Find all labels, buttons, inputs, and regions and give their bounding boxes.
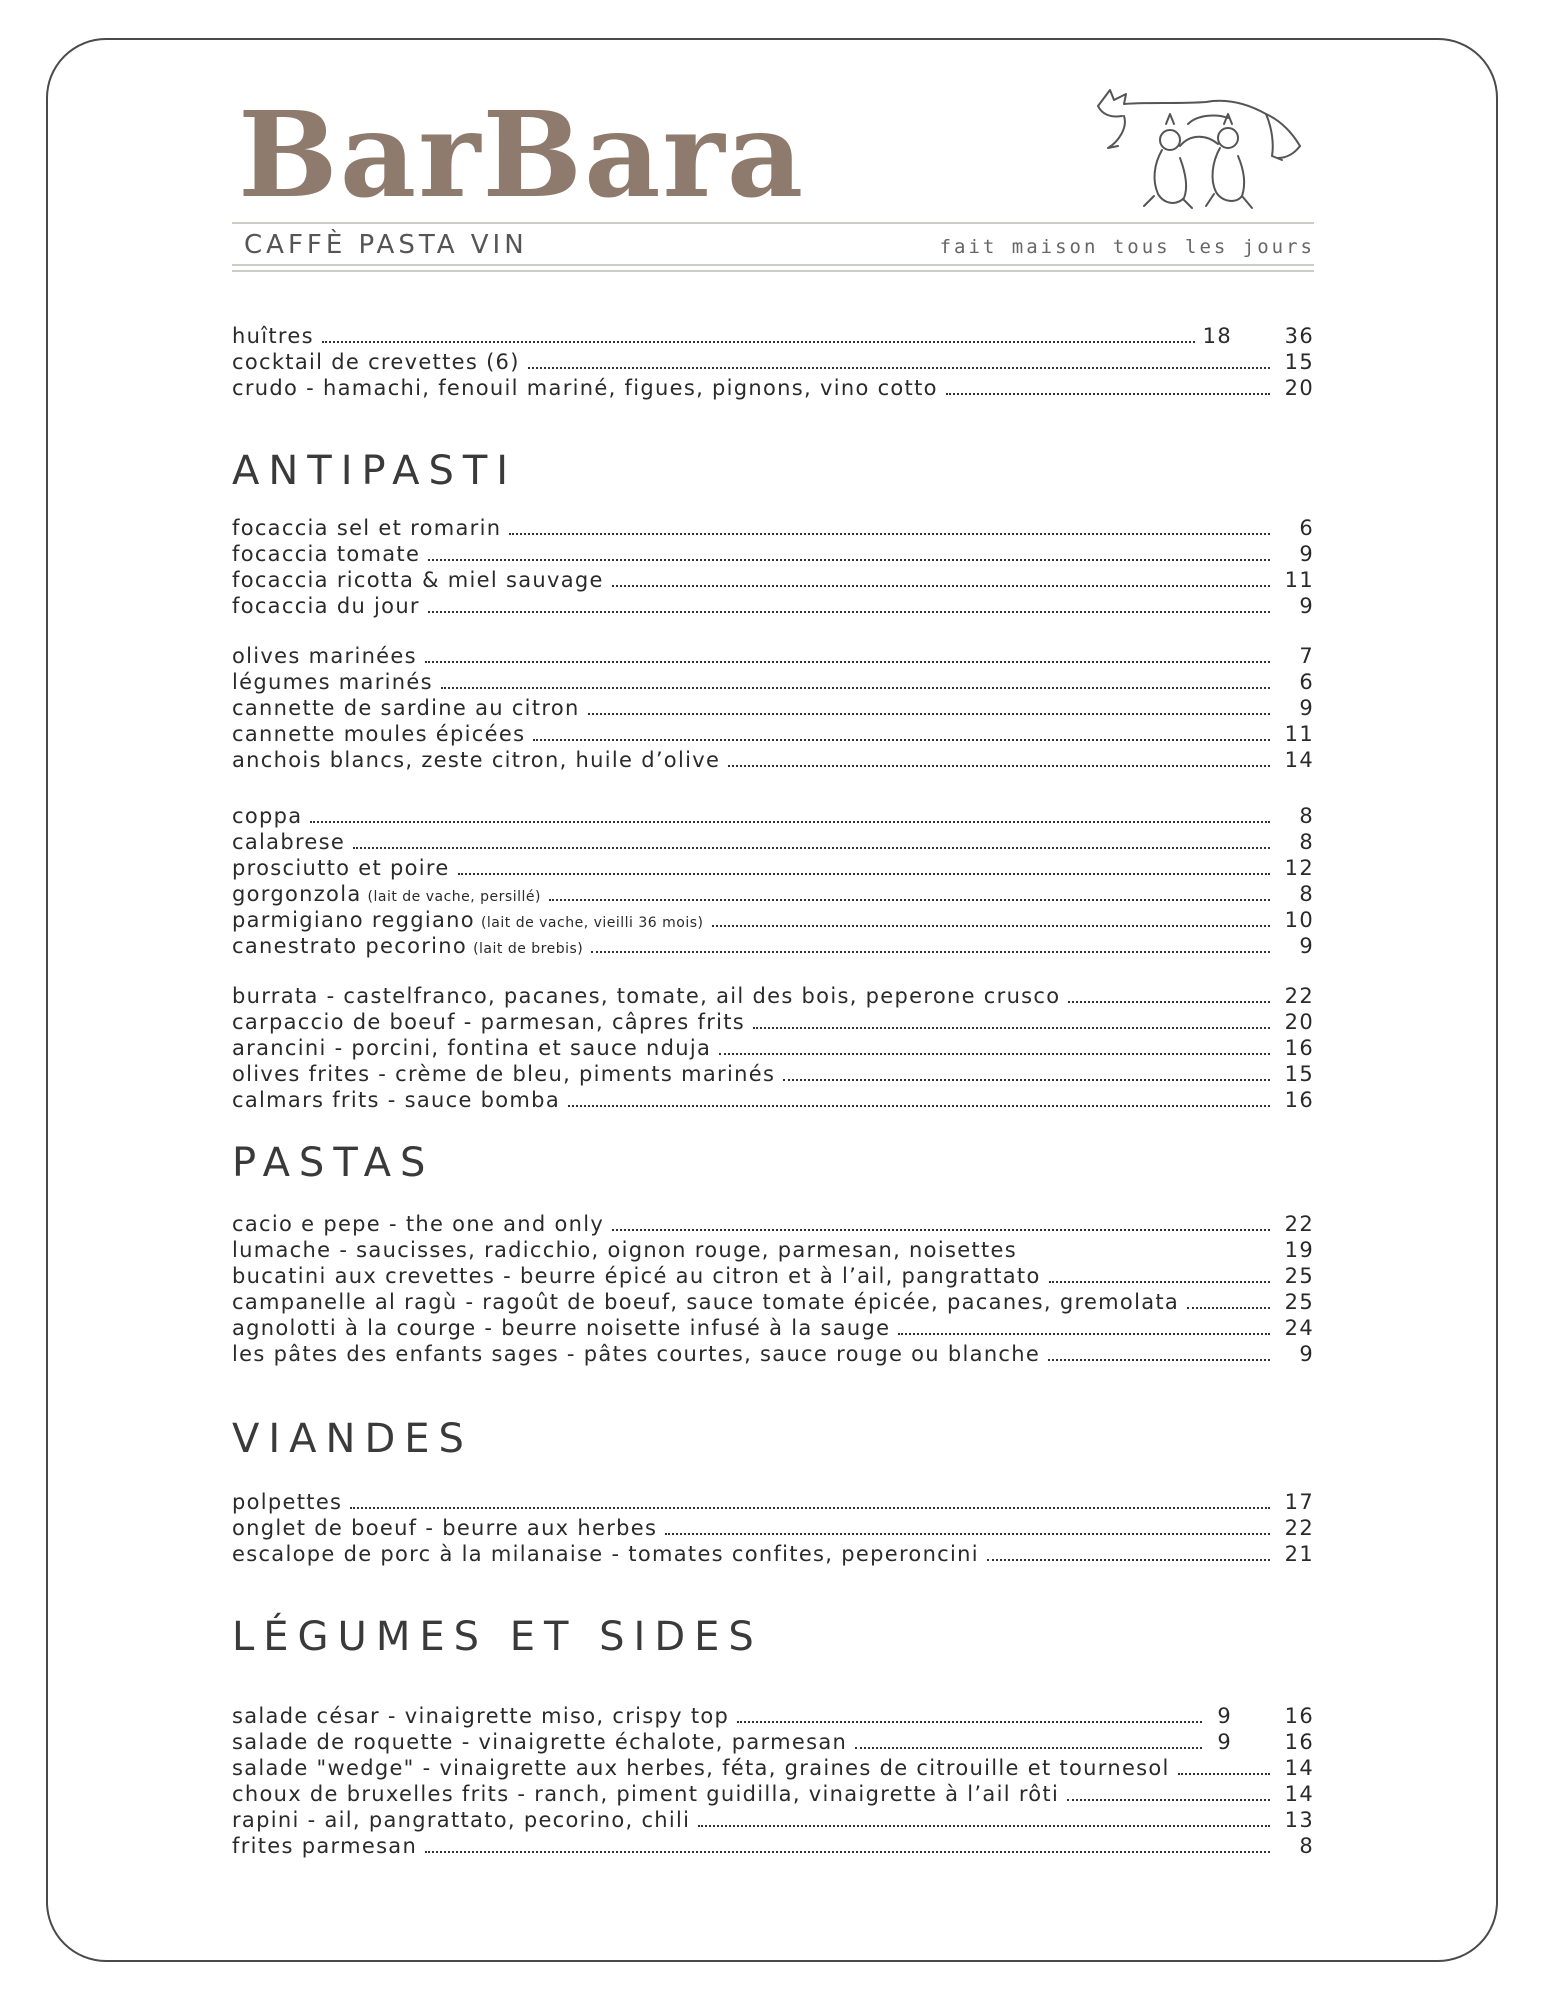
item-price: 7 — [1299, 644, 1314, 668]
item-price: 22 — [1284, 1212, 1314, 1236]
item-price: 9 — [1299, 542, 1314, 566]
dot-leader — [549, 899, 1270, 901]
item-price: 9 — [1299, 594, 1314, 618]
item-name: cannette de sardine au citron — [232, 696, 580, 720]
item-price: 8 — [1299, 804, 1314, 828]
menu-item — [232, 348, 1314, 374]
item-price: 10 — [1284, 908, 1314, 932]
dot-leader — [441, 687, 1270, 689]
item-name: focaccia sel et romarin — [232, 516, 502, 540]
menu-item — [232, 982, 1314, 1008]
menu-item — [232, 322, 1314, 348]
dot-leader — [612, 1229, 1270, 1231]
item-name: arancini - porcini, fontina et sauce nduja — [232, 1036, 712, 1060]
item-name: cacio e pepe - the one and only — [232, 1212, 605, 1236]
item-price: 16 — [1284, 1704, 1314, 1728]
item-price: 16 — [1284, 1730, 1314, 1754]
item-name: crudo - hamachi, fenouil mariné, figues, pignons, vino cotto — [232, 376, 938, 400]
dot-leader — [612, 585, 1270, 587]
dot-leader — [588, 713, 1270, 715]
brand-tagline: fait maison tous les jours — [939, 236, 1315, 258]
item-name: calmars frits - sauce bomba — [232, 1088, 560, 1112]
dot-leader — [428, 611, 1270, 613]
item-name: cannette moules épicées — [232, 722, 526, 746]
menu-item — [232, 1832, 1314, 1858]
menu-item — [232, 694, 1314, 720]
menu-item — [232, 828, 1314, 854]
menu-item — [232, 540, 1314, 566]
item-name: olives frites - crème de bleu, piments marinés — [232, 1062, 776, 1086]
menu-item — [232, 1702, 1314, 1728]
menu-item — [232, 802, 1314, 828]
dot-leader — [728, 765, 1270, 767]
item-name: coppa — [232, 804, 303, 828]
dot-leader — [322, 341, 1195, 343]
item-price: 8 — [1299, 882, 1314, 906]
item-name: salade césar - vinaigrette miso, crispy top — [232, 1704, 730, 1728]
menu-item — [232, 1514, 1314, 1540]
item-name: agnolotti à la courge - beurre noisette infusé à la sauge — [232, 1316, 891, 1340]
item-name: gorgonzola — [232, 882, 362, 906]
item-note: (lait de brebis) — [473, 941, 584, 957]
item-price: 8 — [1299, 830, 1314, 854]
item-price: 13 — [1284, 1808, 1314, 1832]
item-name: campanelle al ragù - ragoût de boeuf, sauce tomate épicée, pacanes, gremolata — [232, 1290, 1180, 1314]
item-price-small: 9 — [1217, 1704, 1232, 1728]
menu-item — [232, 1210, 1314, 1236]
item-price: 36 — [1284, 324, 1314, 348]
menu-item — [232, 1728, 1314, 1754]
dot-leader — [591, 951, 1270, 953]
menu-item — [232, 880, 1314, 906]
dot-leader — [425, 1851, 1270, 1853]
dot-leader — [665, 1533, 1270, 1535]
item-name: onglet de boeuf - beurre aux herbes — [232, 1516, 658, 1540]
dot-leader — [855, 1747, 1202, 1749]
item-price: 22 — [1284, 1516, 1314, 1540]
menu-item — [232, 906, 1314, 932]
dot-leader — [753, 1027, 1270, 1029]
item-name: focaccia tomate — [232, 542, 421, 566]
item-price: 9 — [1299, 696, 1314, 720]
item-name: calabrese — [232, 830, 346, 854]
item-price: 6 — [1299, 670, 1314, 694]
dot-leader — [509, 533, 1270, 535]
menu-item — [232, 374, 1314, 400]
item-price: 15 — [1284, 350, 1314, 374]
item-name: frites parmesan — [232, 1834, 418, 1858]
dot-leader — [898, 1333, 1270, 1335]
item-name: escalope de porc à la milanaise - tomates confites, peperoncini — [232, 1542, 979, 1566]
menu-item — [232, 1780, 1314, 1806]
menu-item — [232, 1086, 1314, 1112]
dot-leader — [987, 1559, 1270, 1561]
menu-item — [232, 1806, 1314, 1832]
item-name: rapini - ail, pangrattato, pecorino, chili — [232, 1808, 691, 1832]
item-price: 25 — [1284, 1290, 1314, 1314]
item-price: 6 — [1299, 516, 1314, 540]
item-price: 15 — [1284, 1062, 1314, 1086]
dot-leader — [946, 393, 1270, 395]
item-name: carpaccio de boeuf - parmesan, câpres frits — [232, 1010, 746, 1034]
item-price: 14 — [1284, 748, 1314, 772]
menu-item — [232, 1288, 1314, 1314]
dot-leader — [698, 1825, 1270, 1827]
item-price: 25 — [1284, 1264, 1314, 1288]
item-name: anchois blancs, zeste citron, huile d’olive — [232, 748, 721, 772]
menu-item — [232, 1540, 1314, 1566]
item-price: 17 — [1284, 1490, 1314, 1514]
dot-leader — [719, 1053, 1270, 1055]
item-name: cocktail de crevettes (6) — [232, 350, 520, 374]
item-price: 9 — [1299, 1342, 1314, 1366]
dot-leader — [712, 925, 1270, 927]
item-name: les pâtes des enfants sages - pâtes courtes, sauce rouge ou blanche — [232, 1342, 1041, 1366]
dot-leader — [737, 1721, 1202, 1723]
dot-leader — [425, 661, 1270, 663]
item-name: bucatini aux crevettes - beurre épicé au citron et à l’ail, pangrattato — [232, 1264, 1041, 1288]
header-rule-top — [232, 222, 1314, 224]
menu-item — [232, 668, 1314, 694]
menu-item — [232, 1340, 1314, 1366]
menu-item — [232, 854, 1314, 880]
menu-item — [232, 566, 1314, 592]
item-note: (lait de vache, vieilli 36 mois) — [480, 915, 704, 931]
item-price: 12 — [1284, 856, 1314, 880]
item-note: (lait de vache, persillé) — [367, 889, 541, 905]
header-rule-bottom-2 — [232, 270, 1314, 272]
menu-item — [232, 932, 1314, 958]
menu-item — [232, 1008, 1314, 1034]
item-price: 8 — [1299, 1834, 1314, 1858]
item-name: polpettes — [232, 1490, 343, 1514]
dot-leader — [1068, 1001, 1270, 1003]
item-price: 14 — [1284, 1756, 1314, 1780]
dot-leader — [428, 559, 1270, 561]
item-name: burrata - castelfranco, pacanes, tomate, ail des bois, peperone crusco — [232, 984, 1061, 1008]
item-price: 20 — [1284, 376, 1314, 400]
menu-item — [232, 592, 1314, 618]
section-title-antipasti: ANTIPASTI — [232, 448, 518, 494]
item-price: 19 — [1284, 1238, 1314, 1262]
menu-item — [232, 1262, 1314, 1288]
item-name: prosciutto et poire — [232, 856, 450, 880]
item-name: parmigiano reggiano — [232, 908, 475, 932]
item-price: 14 — [1284, 1782, 1314, 1806]
item-name: focaccia ricotta & miel sauvage — [232, 568, 604, 592]
section-title-viandes: VIANDES — [232, 1416, 473, 1462]
menu-item — [232, 1034, 1314, 1060]
dot-leader — [1067, 1799, 1270, 1801]
dot-leader — [310, 821, 1270, 823]
dot-leader — [353, 847, 1270, 849]
header-rule-bottom-1 — [232, 264, 1314, 266]
item-price: 11 — [1284, 722, 1314, 746]
dot-leader — [528, 367, 1270, 369]
dot-leader — [1187, 1307, 1270, 1309]
menu-item — [232, 720, 1314, 746]
item-price: 16 — [1284, 1036, 1314, 1060]
dot-leader — [1025, 1255, 1270, 1257]
item-price-small: 9 — [1217, 1730, 1232, 1754]
section-title-legumes: LÉGUMES ET SIDES — [232, 1614, 763, 1660]
item-name: huîtres — [232, 324, 314, 348]
item-name: choux de bruxelles frits - ranch, piment guidilla, vinaigrette à l’ail rôti — [232, 1782, 1060, 1806]
dot-leader — [568, 1105, 1270, 1107]
dot-leader — [350, 1507, 1270, 1509]
menu-item — [232, 1314, 1314, 1340]
wolf-with-figures-icon — [1088, 84, 1306, 222]
section-title-pastas: PASTAS — [232, 1140, 435, 1186]
menu-item — [232, 1754, 1314, 1780]
dot-leader — [783, 1079, 1270, 1081]
item-price: 21 — [1284, 1542, 1314, 1566]
brand-logo: BarBara — [238, 85, 806, 224]
dot-leader — [1048, 1359, 1270, 1361]
menu-item — [232, 1488, 1314, 1514]
dot-leader — [458, 873, 1270, 875]
menu-item — [232, 1060, 1314, 1086]
item-price-small: 18 — [1202, 324, 1232, 348]
item-name: lumache - saucisses, radicchio, oignon rouge, parmesan, noisettes — [232, 1238, 1017, 1262]
item-name: olives marinées — [232, 644, 417, 668]
item-price: 9 — [1299, 934, 1314, 958]
item-price: 11 — [1284, 568, 1314, 592]
item-price: 16 — [1284, 1088, 1314, 1112]
dot-leader — [533, 739, 1270, 741]
brand-subtitle: CAFFÈ PASTA VIN — [244, 230, 528, 260]
item-name: canestrato pecorino — [232, 934, 468, 958]
item-name: salade "wedge" - vinaigrette aux herbes, féta, graines de citrouille et tournesol — [232, 1756, 1170, 1780]
menu-item — [232, 746, 1314, 772]
item-price: 24 — [1284, 1316, 1314, 1340]
item-price: 22 — [1284, 984, 1314, 1008]
menu-item — [232, 1236, 1314, 1262]
dot-leader — [1178, 1773, 1270, 1775]
dot-leader — [1049, 1281, 1270, 1283]
item-name: focaccia du jour — [232, 594, 420, 618]
item-price: 20 — [1284, 1010, 1314, 1034]
menu-item — [232, 514, 1314, 540]
item-name: salade de roquette - vinaigrette échalote, parmesan — [232, 1730, 848, 1754]
menu-item — [232, 642, 1314, 668]
item-name: légumes marinés — [232, 670, 433, 694]
